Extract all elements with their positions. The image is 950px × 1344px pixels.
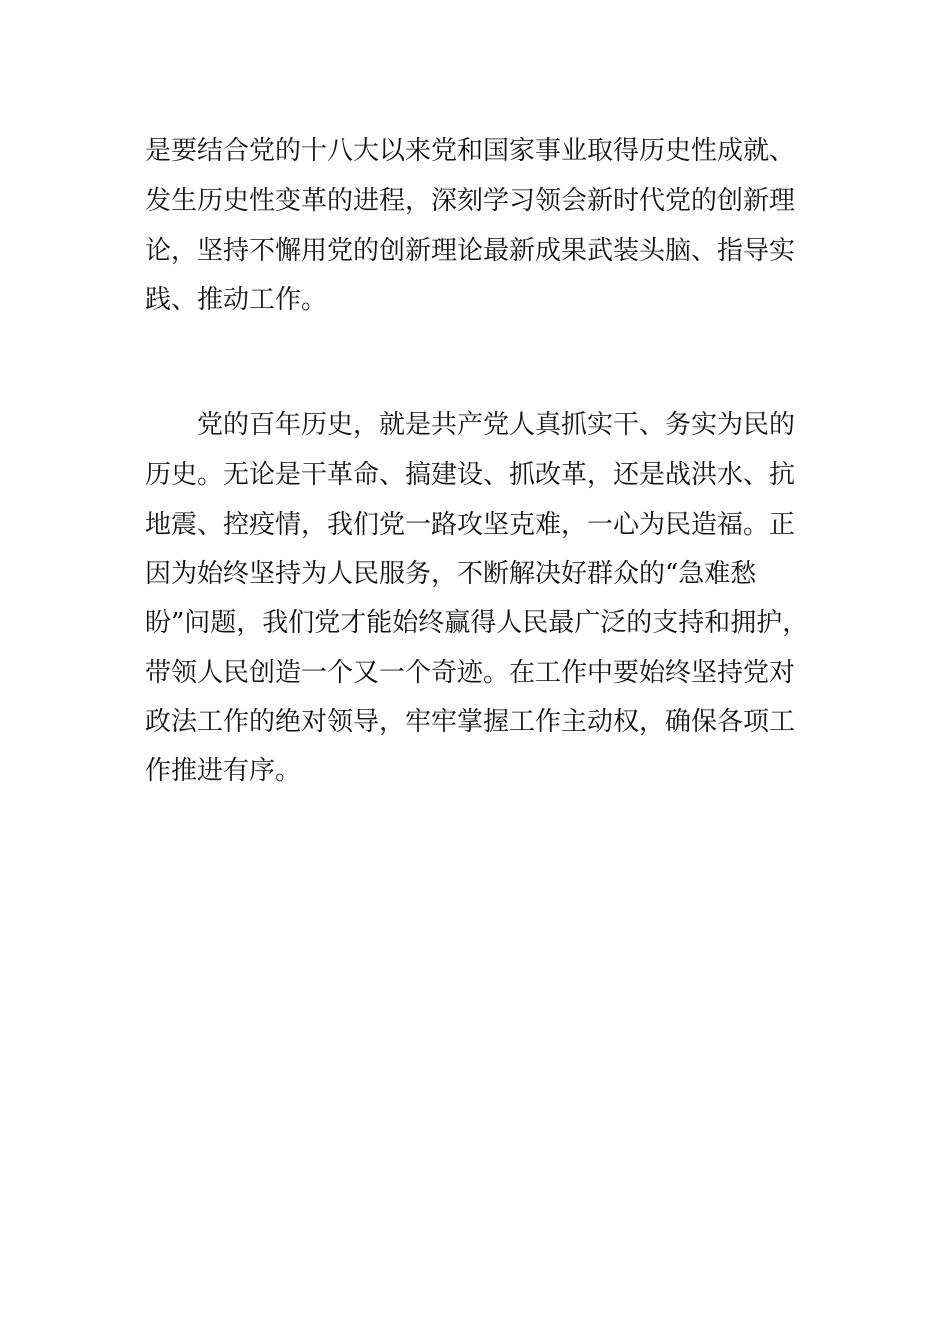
paragraph-line: 历史。无论是干革命、搞建设、抓改革，还是战洪水、抗 [145,460,796,490]
paragraph-line: 盼”问题，我们党才能始终赢得人民最广泛的支持和拥护， [145,608,809,638]
paragraph-line: 政法工作的绝对领导，牢牢掌握工作主动权，确保各项工 [145,707,796,737]
paragraph-line: 论，坚持不懈用党的创新理论最新成果武装头脑、指导实 [145,236,796,266]
paragraph-line: 因为始终坚持为人民服务，不断解决好群众的“急难愁 [145,559,757,589]
paragraph-line: 是要结合党的十八大以来党和国家事业取得历史性成就、 [145,136,796,166]
paragraph-line: 作推进有序。 [145,756,302,786]
paragraph-line: 发生历史性变革的进程，深刻学习领会新时代党的创新理 [145,186,796,216]
paragraph-line: 带领人民创造一个又一个奇迹。在工作中要始终坚持党对 [145,658,796,688]
paragraph-line: 党的百年历史，就是共产党人真抓实干、务实为民的 [197,410,796,440]
paragraph-line: 地震、控疫情，我们党一路攻坚克难，一心为民造福。正 [145,510,796,540]
paragraph-line: 践、推动工作。 [145,285,328,315]
